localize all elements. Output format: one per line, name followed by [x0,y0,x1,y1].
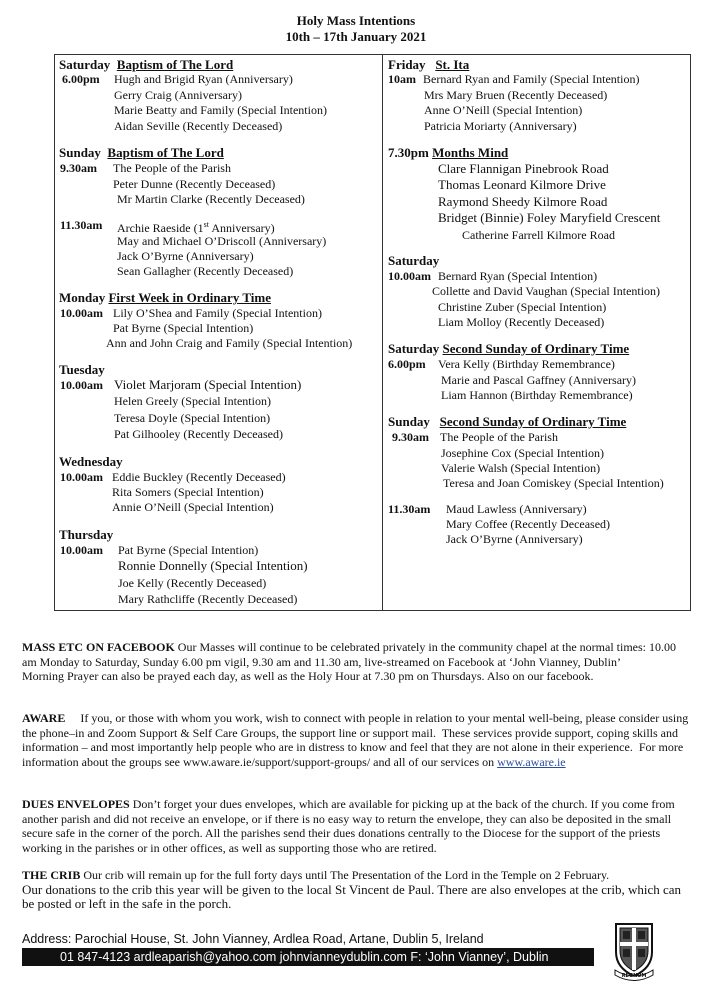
notice-heading: AWARE [22,711,66,725]
feast-name: Second Sunday of Ordinary Time [442,341,630,356]
notice-text: Our donations to the crib this year will be given to the local St Vincent de Paul. There are also envelopes at the crib, which can be posted or left in the safe in the porch. [22,881,682,911]
mass-time: 10am [388,72,416,86]
day-name: Saturday [59,57,111,72]
mass-time: 11.30am [60,218,103,232]
intention: Jack O’Byrne (Anniversary) [117,249,254,263]
mass-time: 9.30am [60,161,97,175]
notice-text: Our Masses will continue to be celebrated privately in the community chapel at the normal times: 10.00 am Monday to Saturday, Sunday 6.00 pm vigil, 9.30 am and 11.30 am, live-streamed on Facebook at ‘John Vianney, Dublin’ [22,640,676,669]
months-mind-item: Raymond Sheedy Kilmore Road [438,194,608,209]
intention: Christine Zuber (Special Intention) [438,300,607,314]
months-mind-heading [388,145,508,160]
left-monday-heading [59,290,271,305]
intention: Collette and David Vaughan (Special Intention) [432,284,661,298]
intention: Valerie Walsh (Special Intention) [441,461,601,475]
feast-name: Baptism of The Lord [116,57,234,72]
left-thursday-heading: Thursday [59,527,114,542]
feast-name: Second Sunday of Ordinary Time [439,414,627,429]
dues-notice [22,797,690,855]
intention: Mary Rathcliffe (Recently Deceased) [118,592,298,606]
intention: Anne O’Neill (Special Intention) [424,103,583,117]
title-line-1: Holy Mass Intentions [296,13,416,28]
intention: Teresa Doyle (Special Intention) [114,411,271,425]
intention: Pat Byrne (Special Intention) [118,543,259,557]
intention: Pat Gilhooley (Recently Deceased) [114,427,283,441]
feast-name: Baptism of The Lord [107,145,224,160]
intention: Pat Byrne (Special Intention) [113,321,254,335]
mass-time: 11.30am [388,502,431,516]
crib-notice [22,868,690,912]
intention: Rita Somers (Special Intention) [112,485,264,499]
intention: Annie O’Neill (Special Intention) [112,500,274,514]
intention: Peter Dunne (Recently Deceased) [113,177,276,191]
left-saturday-heading [59,57,233,72]
intention: Mary Coffee (Recently Deceased) [446,517,611,531]
intention: Eddie Buckley (Recently Deceased) [112,470,286,484]
notice-heading: THE CRIB [22,868,81,882]
left-wednesday-heading: Wednesday [59,454,123,469]
intention: Ronnie Donnelly (Special Intention) [118,558,308,573]
intention [117,218,275,235]
mass-time: 9.30am [392,430,429,444]
aware-notice [22,711,690,769]
notice-text: Don’t forget your dues envelopes, which are available for picking up at the back of the church. If you come from another parish and did not receive an envelope, or if there is no easy way to return the envelope, they can also be deposited in the small secure safe in the corner of the porch. All the parishes send their dues donations centrally to the Diocese for the support of the priests working in the parishes or in other offices, as well as supporting those who are retired. [22,797,675,855]
intention: Marie and Pascal Gaffney (Anniversary) [441,373,637,387]
feast-name: First Week in Ordinary Time [108,290,271,305]
feast-name: St. Ita [435,57,470,72]
intention: Bernard Ryan (Special Intention) [438,269,598,283]
intention: Joe Kelly (Recently Deceased) [118,576,267,590]
notice-heading: DUES ENVELOPES [22,797,130,811]
right-saturday-vigil-heading [388,341,629,356]
months-mind-item: Thomas Leonard Kilmore Drive [438,177,606,192]
mass-time: 10.00am [388,269,431,283]
intention: Patricia Moriarty (Anniversary) [424,119,577,133]
intention: Josephine Cox (Special Intention) [441,446,604,460]
months-mind-item: Catherine Farrell Kilmore Road [462,228,615,242]
page-title [0,13,712,45]
intention-text: Anniversary) [208,221,275,235]
intention: Liam Molloy (Recently Deceased) [438,315,605,329]
day-name: Saturday [388,341,440,356]
left-sunday-heading [59,145,224,160]
intention: Mr Martin Clarke (Recently Deceased) [117,192,305,206]
mass-time: 10.00am [60,306,103,320]
intention: Gerry Craig (Anniversary) [114,88,242,102]
notice-text: If you, or those with whom you work, wish to connect with people in relation to your mental well-being, please consider using the phone–in and Zoom Support & Self Care Groups, the support line or support mail. These services provide support, coping skills and information – and most importantly help people who are in distress to know and feel that they are not alone in their experience. For more information about the groups see www.aware.ie/support/support-groups/ and all of our services on [22,711,692,769]
facebook-notice [22,640,690,684]
intention: Vera Kelly (Birthday Remembrance) [438,357,615,371]
aware-link[interactable]: www.aware.ie [497,754,566,769]
crest-motto: REGNUM [621,973,647,979]
intention: Violet Marjoram (Special Intention) [114,377,302,392]
intention: Sean Gallagher (Recently Deceased) [117,264,294,278]
mass-time: 7.30pm [388,145,429,160]
intention: The People of the Parish [440,430,558,444]
months-mind-item: Bridget (Binnie) Foley Maryfield Crescent [438,210,661,225]
right-sunday-heading [388,414,626,429]
day-name: Friday [388,57,426,72]
notice-text: Our crib will remain up for the full forty days until The Presentation of the Lord in the Temple on 2 February. [80,868,610,882]
intention-text: Archie Raeside (1 [117,221,204,235]
intention: The People of the Parish [113,161,231,175]
title-line-2: 10th – 17th January 2021 [285,29,427,44]
notice-heading: MASS ETC ON FACEBOOK [22,640,175,654]
intention: Marie Beatty and Family (Special Intention) [114,103,327,117]
parish-address: Address: Parochial House, St. John Vianney, Ardlea Road, Artane, Dublin 5, Ireland [22,932,484,946]
ordinal-suffix: st [203,220,209,229]
intention: Aidan Seville (Recently Deceased) [114,119,283,133]
notice-text: Morning Prayer can also be prayed each day, as well as the Holy Hour at 7.30 pm on Thursdays. Also on our facebook. [22,669,594,683]
section-title: Months Mind [432,145,509,160]
day-name: Sunday [59,145,101,160]
intention: Jack O’Byrne (Anniversary) [446,532,583,546]
intention: Teresa and Joan Comiskey (Special Intention) [443,476,664,490]
column-divider [382,54,383,611]
day-name: Sunday [388,414,430,429]
intention: Hugh and Brigid Ryan (Anniversary) [114,72,293,86]
intention: Helen Greely (Special Intention) [114,394,271,408]
left-tuesday-heading: Tuesday [59,362,105,377]
mass-time: 6.00pm [62,72,100,86]
contact-bar: 01 847-4123 ardleaparish@yahoo.com johnvianneydublin.com F: ‘John Vianney’, Dublin [22,948,594,966]
right-saturday-heading: Saturday [388,253,440,268]
intention: Ann and John Craig and Family (Special Intention) [106,336,353,350]
mass-time: 6.00pm [388,357,426,371]
mass-time: 10.00am [60,543,103,557]
mass-time: 10.00am [60,378,103,392]
right-friday-heading [388,57,469,72]
parish-crest-icon [612,920,656,982]
mass-time: 10.00am [60,470,103,484]
intention: Lily O’Shea and Family (Special Intention) [113,306,322,320]
intention: Maud Lawless (Anniversary) [446,502,587,516]
intention: May and Michael O’Driscoll (Anniversary) [117,234,327,248]
day-name: Monday [59,290,106,305]
intention: Bernard Ryan and Family (Special Intention) [423,72,640,86]
intention: Mrs Mary Bruen (Recently Deceased) [424,88,608,102]
intention: Liam Hannon (Birthday Remembrance) [441,388,633,402]
months-mind-item: Clare Flannigan Pinebrook Road [438,161,609,176]
